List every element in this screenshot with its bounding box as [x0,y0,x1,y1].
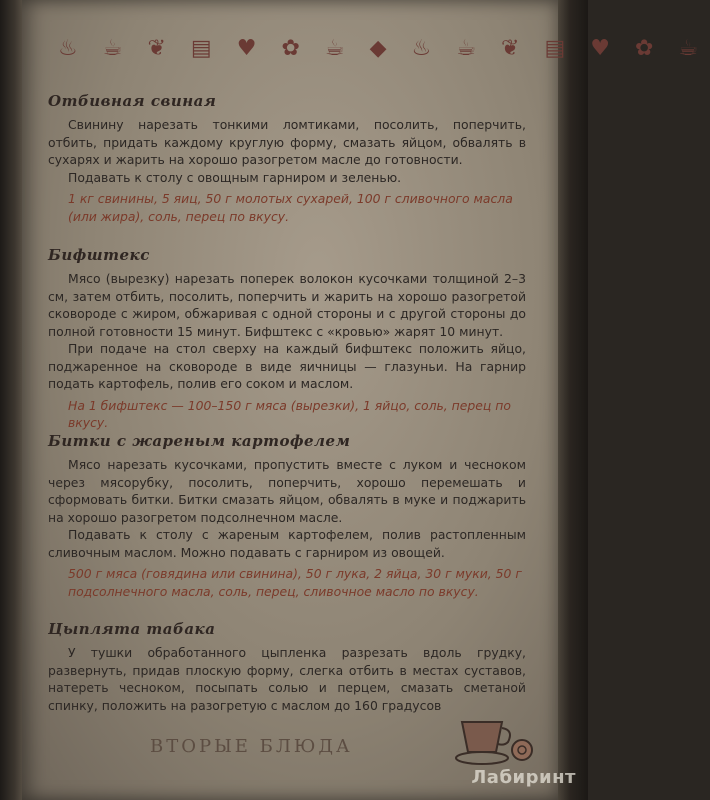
recipe-otbivnaya [48,92,526,225]
recipe-bitki [48,432,526,600]
recipe-paragraph: Подавать к столу с жареным картофелем, полив растопленным сливочным маслом. Можно подавать с гарниром из овощей. [48,527,526,560]
recipe-paragraph: Мясо (вырезку) нарезать поперек волокон кусочками толщиной 2–3 см, затем отбить, посолить, поперчить и жарить на хорошо разогретой сковороде с жиром, обжаривая с одной стороны и с другой стороны до полной готовности 15 минут. Бифштекс с «кровью» жарят 10 минут. [48,271,526,339]
cupcake-icon: ✿ [281,36,306,61]
recipe-paragraph: У тушки обработанного цыпленка разрезать вдоль грудку, развернуть, придав плоскую форму, слегка отбить в местах суставов, натереть чесноком, посыпать солью и перцем, смазать сметаной спинку, положить на разогретую с маслом до 160 градусов [48,645,526,713]
recipe-ingredients: 1 кг свинины, 5 яиц, 50 г молотых сухарей, 100 г сливочного масла (или жира), соль, перец по вкусу. [68,191,513,224]
heart-icon: ♥ [236,36,263,61]
cake-box-icon: ▤ [190,36,218,61]
recipe-paragraph: При подаче на стол сверху на каждый бифштекс положить яйцо, поджаренное на сковороде в виде яичницы — глазуньи. На гарнир подать картофель, полив его соком и маслом. [48,341,526,391]
recipe-title: Бифштекс [48,246,150,264]
teapot-icon: ☕ [456,36,482,61]
ice-cream-icon: ♨ [411,36,438,61]
cupcake-icon: ✿ [634,36,660,61]
recipe-title: Отбивная свиная [48,92,217,110]
ornament-border [58,36,705,72]
cake-slice-icon: ◆ [369,36,393,61]
recipe-ingredients: На 1 бифштекс — 100–150 г мяса (вырезки), 1 яйцо, соль, перец по вкусу. [68,397,511,430]
recipe-paragraph: Мясо нарезать кусочками, пропустить вместе с луком и чесноком через мясорубку, посолить, поперчить, хорошо перемешать и сформовать битки. Битки смазать яйцом, обвалять в муке и поджарить на хорошо разогретом подсолнечном масле. [48,457,526,525]
teacup-icon [452,700,542,770]
section-footer-title: ВТОРЫЕ БЛЮДА [150,736,353,757]
heart-icon: ♥ [590,36,616,61]
watermark-labirint: Лабиринт [471,767,576,788]
recipe-ingredients: 500 г мяса (говядина или свинина), 50 г лука, 2 яйца, 30 г муки, 50 г подсолнечного масла, соль, перец, сливочное масло по вкусу. [68,566,522,599]
recipe-bifshteks [48,246,526,432]
recipe-paragraph: Подавать к столу с овощным гарниром и зеленью. [68,169,402,185]
cup-icon: ☕ [324,36,351,61]
book-spine [0,0,24,800]
recipe-title: Битки с жареным картофелем [48,432,351,450]
ice-cream-icon: ♨ [58,36,84,61]
cup-icon: ☕ [678,36,705,61]
cake-box-icon: ▤ [544,36,572,61]
recipe-paragraph: Свинину нарезать тонкими ломтиками, посолить, поперчить, отбить, придать каждому круглую форму, смазать яйцом, обвалять в сухарях и жарить на хорошо разогретом масле до готовности. [48,117,526,167]
teapot-icon: ☕ [102,36,129,61]
cake-icon: ❦ [147,36,172,61]
page-edge [558,0,588,800]
recipe-title: Цыплята табака [48,620,216,638]
cake-icon: ❦ [501,36,526,61]
